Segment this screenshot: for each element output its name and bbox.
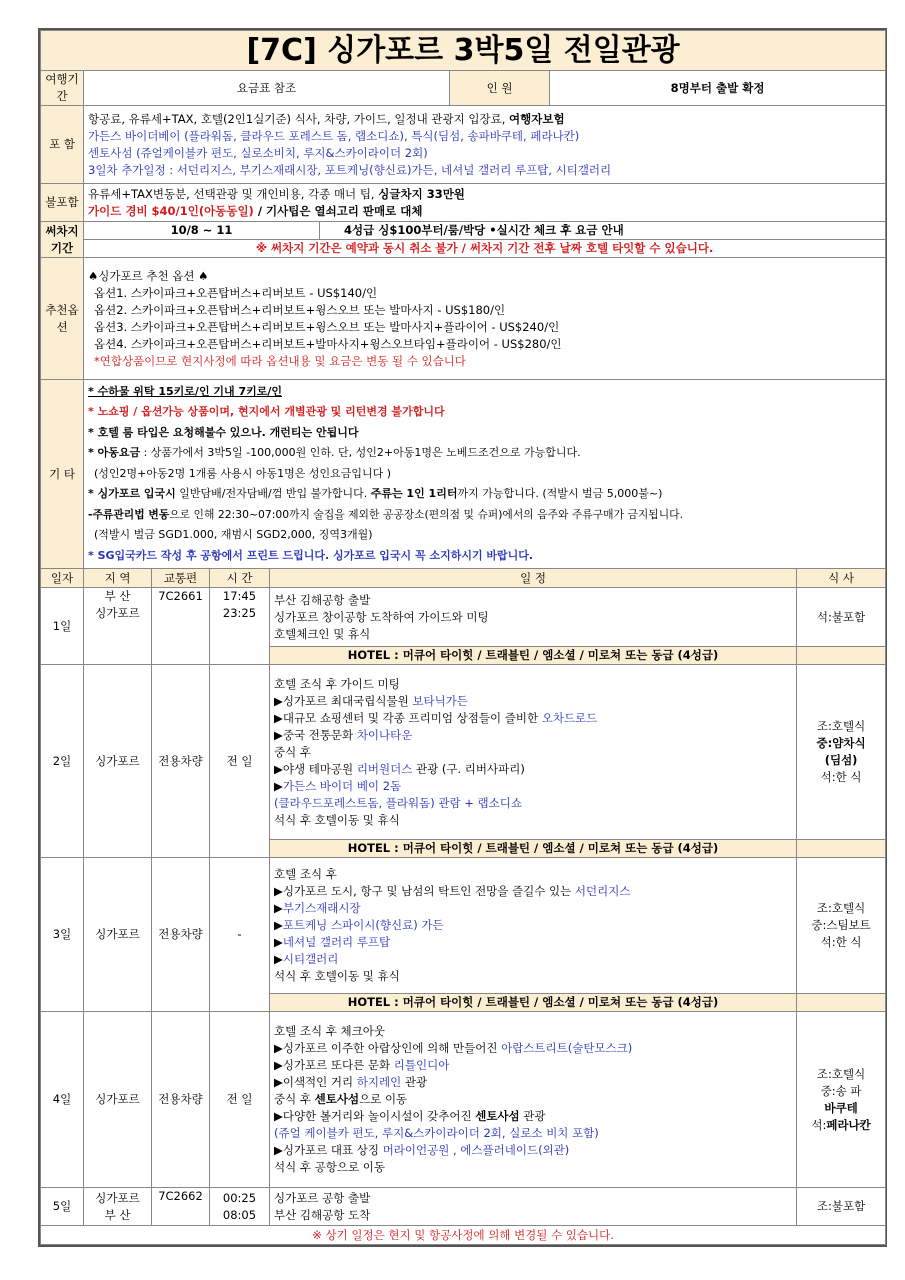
includes-content [84, 106, 886, 184]
option-item: 옵션4. 스카이파크+오픈탑버스+리버보트+발마사지+윙스오브타임+플라이어 - US$280/인 [94, 336, 562, 351]
day1-label: 1일 [41, 588, 84, 665]
day2-hotel: HOTEL : 머큐어 타이힛 / 트래블틴 / 엠소셜 / 미로쳐 또는 동급 (4성급) [270, 840, 797, 858]
day5-schedule: 싱가포르 공항 출발 부산 김해공항 도착 [270, 1188, 797, 1226]
options-note: *연합상품이므로 현지사정에 따라 옵션내용 및 요금은 변동 될 수 있습니다 [94, 353, 466, 368]
day1-schedule: 부산 김해공항 출발 싱가포르 창이공항 도착하여 가이드와 미팅 호텔체크인 및 휴식 [270, 588, 797, 647]
col-region: 지 역 [84, 569, 152, 588]
day4-label: 4일 [41, 1012, 84, 1188]
day4-schedule: 호텔 조식 후 체크아웃 ▶싱가포르 이주한 아랍상인에 의해 만들어진 아랍스트리트(술탄모스크) ▶싱가포르 또다른 문화 리틀인디아 ▶이색적인 거리 하지레인 관광 중식 후 센토사섬으로 이동 ▶다양한 볼거리와 놀이시설이 갖추어진 센토사섬 관광 (쥬얼 케이블카 편도, 루지&스카이라이더 2회, 실로소 비치 포함) ▶싱가포르 대표 상징 머라이언공원 , 에스플러네이드(외관) 석식 후 공항으로 이동 [270, 1012, 797, 1188]
day5-meal: 조:불포함 [797, 1188, 886, 1226]
people-value: 8명부터 출발 확정 [550, 71, 886, 106]
includes-line: 가든스 바이더베이 (플라워돔, 클라우드 포레스트 돔, 랩소디쇼), 특식(딤섬, 송파바쿠테, 페라나칸) [88, 128, 580, 143]
day3-label: 3일 [41, 858, 84, 1012]
day1-meal: 석:불포함 [797, 588, 886, 647]
itinerary-table [40, 30, 886, 1245]
excludes-label: 불포함 [41, 184, 84, 222]
day2-transport: 전용차량 [152, 665, 210, 858]
period-value: 요금표 참조 [84, 71, 450, 106]
surcharge-dates: 10/8 ~ 11 [84, 222, 320, 240]
day4-region: 싱가포르 [84, 1012, 152, 1188]
surcharge-label: 써차지 기간 [41, 222, 84, 258]
col-time: 시 간 [210, 569, 270, 588]
period-label: 여행기간 [41, 71, 84, 106]
col-schedule: 일 정 [270, 569, 797, 588]
includes-line: 3일차 추가일정 : 서던리지스, 부기스재래시장, 포트케닝(향신료)가든, 네셔널 갤러리 루프탑, 시티갤러리 [88, 162, 612, 177]
day5-transport: 7C2662 [152, 1188, 210, 1226]
day2-label: 2일 [41, 665, 84, 858]
day1-time: 17:45 23:25 [210, 588, 270, 665]
day4-transport: 전용차량 [152, 1012, 210, 1188]
day4-meals: 조:호텔식 중:송 파 바쿠테 석:페라나칸 [797, 1012, 886, 1188]
option-item: 옵션3. 스카이파크+오픈탑버스+리버보트+윙스오브 또는 발마사지+플라이어 - US$240/인 [94, 319, 560, 334]
day5-time: 00:25 08:05 [210, 1188, 270, 1226]
day3-schedule: 호텔 조식 후 ▶싱가포르 도시, 항구 및 남섬의 탁트인 전망을 즐길수 있는 서던리지스 ▶부기스재래시장 ▶포트케닝 스파이시(향신료) 가든 ▶네셔널 갤러리 루프탑 ▶시티갤러리 석식 후 호텔이동 및 휴식 [270, 858, 797, 994]
options-label: 추천옵션 [41, 258, 84, 380]
includes-line: 항공료, 유류세+TAX, 호텔(2인1실기준) 식사, 차량, 가이드, 일정내 관광지 입장료, 여행자보험 [88, 111, 565, 126]
day3-region: 싱가포르 [84, 858, 152, 1012]
day2-schedule: 호텔 조식 후 가이드 미팅 ▶싱가포르 최대국립식물원 보타닉가든 ▶대규모 쇼핑센터 및 각종 프리미엄 상점들이 즐비한 오차드로드 ▶중국 전통문화 차이나타운 중식 후 ▶야생 테마공원 리버원더스 관광 (구. 리버사파리) ▶가든스 바이더 베이 2돔 (클라우드포레스트돔, 플라워돔) 관람 + 랩소디쇼 석식 후 호텔이동 및 휴식 [270, 665, 797, 840]
day1-hotel: HOTEL : 머큐어 타이힛 / 트래블틴 / 엠소셜 / 미로쳐 또는 동급 (4성급) [270, 647, 797, 665]
col-transport: 교통편 [152, 569, 210, 588]
day4-time: 전 일 [210, 1012, 270, 1188]
surcharge-note: ※ 써차지 기간은 예약과 동시 취소 불가 / 써차지 기간 전후 날짜 호텔 타잇할 수 있습니다. [84, 240, 886, 258]
day3-time: - [210, 858, 270, 1012]
option-item: 옵션2. 스카이파크+오픈탑버스+리버보트+윙스오브 또는 발마사지 - US$180/인 [94, 302, 506, 317]
day2-meals: 조:호텔식 중:얌차식 (딤섬) 석:한 식 [797, 665, 886, 840]
day2-region: 싱가포르 [84, 665, 152, 858]
day3-transport: 전용차량 [152, 858, 210, 1012]
people-label: 인 원 [450, 71, 550, 106]
day1-transport: 7C2661 [152, 588, 210, 665]
day5-region: 싱가포르 부 산 [84, 1188, 152, 1226]
day1-region: 부 산 싱가포르 [84, 588, 152, 665]
itinerary-sheet [38, 28, 887, 1247]
day3-hotel: HOTEL : 머큐어 타이힛 / 트래블틴 / 엠소셜 / 미로쳐 또는 동급 (4성급) [270, 994, 797, 1012]
includes-line: 센토사섬 (쥬얼케이블카 편도, 실로소비치, 루지&스카이라이더 2회) [88, 145, 428, 160]
other-label: 기 타 [41, 380, 84, 569]
includes-label: 포 함 [41, 106, 84, 184]
day3-meals: 조:호텔식 중:스팀보트 석:한 식 [797, 858, 886, 994]
page-title: [7C] 싱가포르 3박5일 전일관광 [41, 31, 886, 71]
options-content [84, 258, 886, 380]
options-heading: ♠싱가포르 추천 옵션 ♠ [88, 268, 209, 283]
footer-note: ※ 상기 일정은 현지 및 항공사정에 의해 변경될 수 있습니다. [41, 1226, 886, 1245]
excludes-content: 유류세+TAX변동분, 선택관광 및 개인비용, 각종 매너 팁, 싱글차지 33만원 가이드 경비 $40/1인(아동동일) / 기사팁은 열쇠고리 판매로 대체 [84, 184, 886, 222]
other-content: * 수하물 위탁 15키로/인 기내 7키로/인 * 노쇼핑 / 옵션가능 상품이며, 현지에서 개별관광 및 리턴변경 불가합니다 * 호텔 룸 타입은 요청해불수 있으나. 개런티는 안됩니다 * 아동요금 : 상품가에서 3박5일 -100,000원 인하. 단, 성인2+아동1명은 노베드조건으로 가능합니다. (성인2명+아동2명 1개룸 사용시 아동1명은 성인요금입니다 ) * 싱가포르 입국시 일반담배/전자담배/껌 반입 불가합니다. 주류는 1인 1리터까지 가능합니다. (적발시 벌금 5,000불~) -주류관리법 변동으로 인해 22:30~07:00까지 술집을 제외한 공공장소(편의점 및 슈퍼)에서의 음주와 주류구매가 금지됩니다. (적발시 벌금 SGD1.000, 재범시 SGD2,000, 징역3개월) * SG입국카드 작성 후 공항에서 프린트 드립니다. 싱가포르 입국시 꼭 소지하시기 바랍니다. [84, 380, 886, 569]
col-meals: 식 사 [797, 569, 886, 588]
day5-label: 5일 [41, 1188, 84, 1226]
day2-time: 전 일 [210, 665, 270, 858]
col-day: 일자 [41, 569, 84, 588]
option-item: 옵션1. 스카이파크+오픈탑버스+리버보트 - US$140/인 [94, 285, 378, 300]
surcharge-info: 4성급 싱$100부터/룸/박당 •실시간 체크 후 요금 안내 [320, 222, 886, 240]
